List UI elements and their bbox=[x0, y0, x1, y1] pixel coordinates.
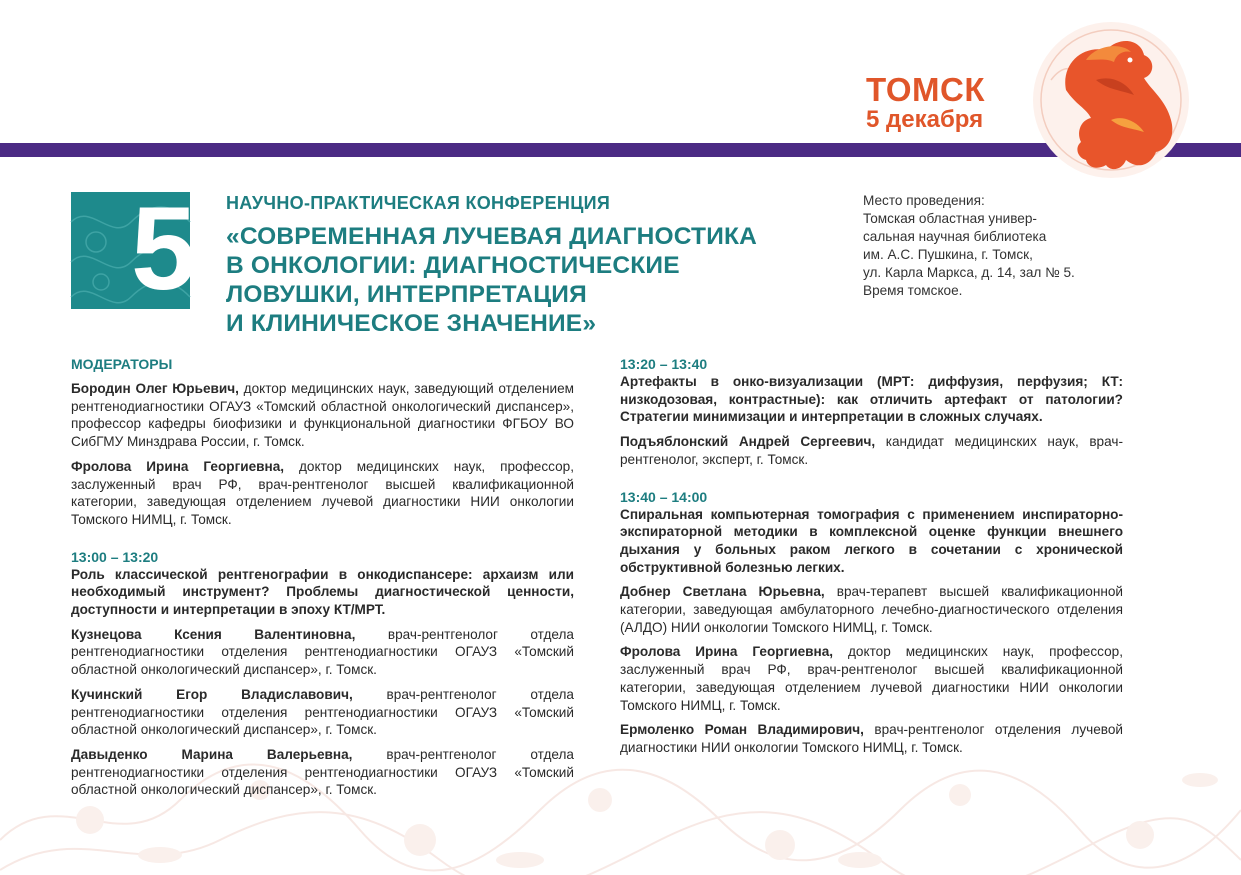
speaker-entry bbox=[620, 433, 1123, 468]
program-right-column bbox=[620, 355, 1123, 757]
session-time: 13:20 – 13:40 bbox=[620, 356, 708, 372]
venue-line: Место проведения: bbox=[863, 193, 985, 208]
speaker-entry bbox=[71, 746, 574, 799]
venue-line: Томская областная универ- bbox=[863, 211, 1037, 226]
person-name: Кузнецова Ксения Валентиновна, bbox=[71, 626, 356, 642]
person-name: Давыденко Марина Валерьевна, bbox=[71, 746, 353, 762]
moderators-heading: МОДЕРАТОРЫ bbox=[71, 356, 173, 372]
session-title: Роль классической рентгенографии в онкодиспансере: архаизм или необходимый инструмент? Проблемы диагностической ценности, доступности и интерпретации в эпоху КТ/МРТ. bbox=[71, 566, 574, 618]
moderator-entry bbox=[71, 458, 574, 529]
person-name: Фролова Ирина Георгиевна, bbox=[71, 458, 285, 474]
person-description: врач-рентгенолог отдела рентгенодиагностики отделения рентгенодиагностики ОГАУЗ «Томский областной онкологический диспансер», г. Томск. bbox=[71, 686, 574, 738]
session-title: Спиральная компьютерная томография с применением инспираторно-экспираторной методики в комплексной оценке функции внешнего дыхания у больных раком легкого в сочетании с хронической обструктивной болезнью легких. bbox=[620, 506, 1123, 575]
conference-type: НАУЧНО-ПРАКТИЧЕСКАЯ КОНФЕРЕНЦИЯ bbox=[226, 193, 611, 213]
program-left-column bbox=[71, 355, 574, 799]
person-name: Фролова Ирина Георгиевна, bbox=[620, 644, 834, 660]
person-description: врач-рентгенолог отдела рентгенодиагностики отделения рентгенодиагностики ОГАУЗ «Томский областной онкологический диспансер», г. Томск. bbox=[71, 626, 574, 678]
conference-title-line: В ОНКОЛОГИИ: ДИАГНОСТИЧЕСКИЕ bbox=[226, 252, 680, 279]
venue-line: ул. Карла Маркса, д. 14, зал № 5. bbox=[863, 265, 1075, 280]
person-description: врач-рентгенолог отдела рентгенодиагностики отделения рентгенодиагностики ОГАУЗ «Томский областной онкологический диспансер», г. Томск. bbox=[71, 746, 574, 798]
speaker-entry bbox=[620, 643, 1123, 714]
session-time: 13:40 – 14:00 bbox=[620, 488, 708, 505]
venue-line: Время томское. bbox=[863, 283, 963, 298]
event-date: 5 декабря bbox=[866, 106, 984, 133]
session-title: Артефакты в онко-визуализации (МРТ: диффузия, перфузия; КТ: низкодозовая, контрастные): как отличить артефакт от патологии? Стратегии минимизации и интерпретации в сложных случаях. bbox=[620, 374, 1123, 425]
section-number: 5 bbox=[131, 183, 197, 315]
person-name: Добнер Светлана Юрьевна, bbox=[620, 584, 825, 600]
conference-title bbox=[226, 222, 836, 338]
venue-line: им. А.С. Пушкина, г. Томск, bbox=[863, 247, 1033, 262]
city-title: ТОМСК bbox=[866, 71, 985, 108]
person-name: Ермоленко Роман Владимирович, bbox=[620, 722, 864, 738]
section-number-badge bbox=[71, 183, 197, 315]
person-description: доктор медицинских наук, заведующий отделением рентгенодиагностики ОГАУЗ «Томский областной онкологический диспансер», профессор кафедры биофизики и функциональной диагностики ФГБОУ ВО СибГМУ Минздрава России, г. Томск. bbox=[71, 381, 574, 450]
horse-logo-icon bbox=[1026, 20, 1196, 180]
venue-line: сальная научная библиотека bbox=[863, 229, 1047, 244]
speaker-entry bbox=[620, 583, 1123, 636]
person-description: врач-рентгенолог отделения лучевой диагностики НИИ онкологии Томского НИМЦ, г. Томск. bbox=[620, 722, 1123, 755]
session-time: 13:00 – 13:20 bbox=[71, 548, 159, 565]
moderator-entry bbox=[71, 380, 574, 451]
conference-title-line: «СОВРЕМЕННАЯ ЛУЧЕВАЯ ДИАГНОСТИКА bbox=[226, 223, 758, 250]
conference-title-line: ЛОВУШКИ, ИНТЕРПРЕТАЦИЯ bbox=[226, 281, 587, 308]
speaker-entry bbox=[71, 626, 574, 679]
person-name: Кучинский Егор Владиславович, bbox=[71, 686, 353, 702]
person-name: Подъяблонский Андрей Сергеевич, bbox=[620, 434, 876, 450]
person-description: кандидат медицинских наук, врач-рентгенолог, эксперт, г. Томск. bbox=[620, 434, 1123, 467]
person-description: доктор медицинских наук, профессор, заслуженный врач РФ, врач-рентгенолог высшей квалификационной категории, заведующая отделением лучевой диагностики НИИ онкологии Томского НИМЦ, г. Томск. bbox=[71, 458, 574, 527]
speaker-entry bbox=[71, 686, 574, 739]
conference-title-line: И КЛИНИЧЕСКОЕ ЗНАЧЕНИЕ» bbox=[226, 310, 597, 337]
speaker-entry bbox=[620, 721, 1123, 756]
person-description: врач-терапевт высшей квалификационной категории, заведующая амбулаторного лечебно-диагностического отделения (АЛДО) НИИ онкологии Томского НИМЦ, г. Томск. bbox=[620, 584, 1123, 635]
person-name: Бородин Олег Юрьевич, bbox=[71, 381, 239, 396]
venue-info bbox=[863, 192, 1153, 300]
person-description: доктор медицинских наук, профессор, заслуженный врач РФ, врач-рентгенолог высшей квалификационной категории, заведующая отделением лучевой диагностики НИИ онкологии Томского НИМЦ, г. Томск. bbox=[620, 644, 1123, 713]
